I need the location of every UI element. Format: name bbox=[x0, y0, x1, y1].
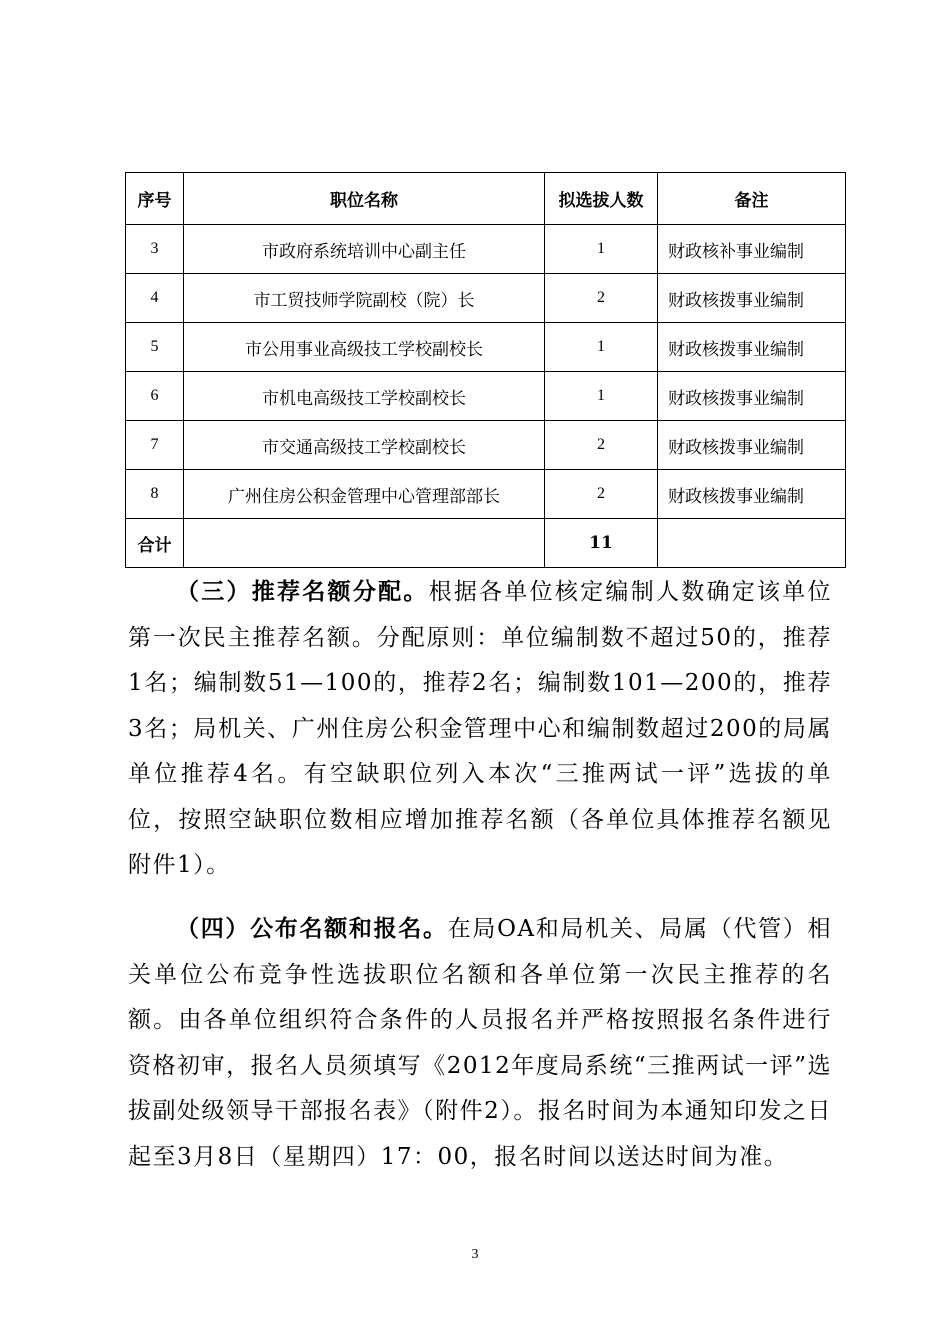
cell-position-name: 市机电高级技工学校副校长 bbox=[184, 372, 545, 421]
positions-table bbox=[125, 172, 846, 568]
header-selection-count: 拟选拔人数 bbox=[545, 173, 658, 225]
paragraph-body: 根据各单位核定编制人数确定该单位第一次民主推荐名额。分配原则：单位编制数不超过50的，推荐1名；编制数51—100的，推荐2名；编制数101—200的，推荐3名；局机关、广州住房公积金管理中心和编制数超过200的局属单位推荐4名。有空缺职位列入本次“三推两试一评”选拔的单位，按照空缺职位数相应增加推荐名额（各单位具体推荐名额见附件1）。 bbox=[128, 579, 833, 878]
cell-position-name: 市政府系统培训中心副主任 bbox=[184, 225, 545, 274]
paragraph-publish-and-registration bbox=[128, 906, 832, 1180]
table-row bbox=[126, 470, 846, 519]
cell-position-name: 广州住房公积金管理中心管理部部长 bbox=[184, 470, 545, 519]
table-header-row bbox=[126, 173, 846, 225]
cell-serial: 3 bbox=[126, 225, 184, 274]
section-heading-four: （四）公布名额和报名。 bbox=[176, 915, 448, 942]
cell-remarks: 财政核拨事业编制 bbox=[658, 323, 846, 372]
total-count: 11 bbox=[545, 519, 658, 568]
cell-count: 2 bbox=[545, 470, 658, 519]
table-total-row bbox=[126, 519, 846, 568]
cell-count: 1 bbox=[545, 372, 658, 421]
header-serial: 序号 bbox=[126, 173, 184, 225]
total-position-empty bbox=[184, 519, 545, 568]
table-row bbox=[126, 323, 846, 372]
cell-position-name: 市工贸技师学院副校（院）长 bbox=[184, 274, 545, 323]
page-number: 3 bbox=[471, 1247, 479, 1262]
cell-remarks: 财政核补事业编制 bbox=[658, 225, 846, 274]
cell-position-name: 市交通高级技工学校副校长 bbox=[184, 421, 545, 470]
cell-serial: 5 bbox=[126, 323, 184, 372]
table-row bbox=[126, 372, 846, 421]
header-remarks: 备注 bbox=[658, 173, 846, 225]
cell-remarks: 财政核拨事业编制 bbox=[658, 372, 846, 421]
cell-count: 2 bbox=[545, 421, 658, 470]
section-heading-three: （三）推荐名额分配。 bbox=[176, 578, 429, 605]
cell-remarks: 财政核拨事业编制 bbox=[658, 470, 846, 519]
table-row bbox=[126, 421, 846, 470]
table-row bbox=[126, 274, 846, 323]
total-remarks-empty bbox=[658, 519, 846, 568]
cell-remarks: 财政核拨事业编制 bbox=[658, 421, 846, 470]
cell-remarks: 财政核拨事业编制 bbox=[658, 274, 846, 323]
cell-serial: 8 bbox=[126, 470, 184, 519]
cell-serial: 7 bbox=[126, 421, 184, 470]
cell-count: 2 bbox=[545, 274, 658, 323]
cell-serial: 4 bbox=[126, 274, 184, 323]
table-row bbox=[126, 225, 846, 274]
paragraph-quota-allocation bbox=[128, 569, 832, 889]
header-position-name: 职位名称 bbox=[184, 173, 545, 225]
cell-count: 1 bbox=[545, 225, 658, 274]
cell-position-name: 市公用事业高级技工学校副校长 bbox=[184, 323, 545, 372]
paragraph-body: 在局OA和局机关、局属（代管）相关单位公布竞争性选拔职位名额和各单位第一次民主推荐的名额。由各单位组织符合条件的人员报名并严格按照报名条件进行资格初审，报名人员须填写《2012年度局系统“三推两试一评”选拔副处级领导干部报名表》（附件2）。报名时间为本通知印发之日起至3月8日（星期四）17：00，报名时间以送达时间为准。 bbox=[128, 916, 833, 1170]
cell-count: 1 bbox=[545, 323, 658, 372]
total-label: 合计 bbox=[126, 519, 184, 568]
cell-serial: 6 bbox=[126, 372, 184, 421]
